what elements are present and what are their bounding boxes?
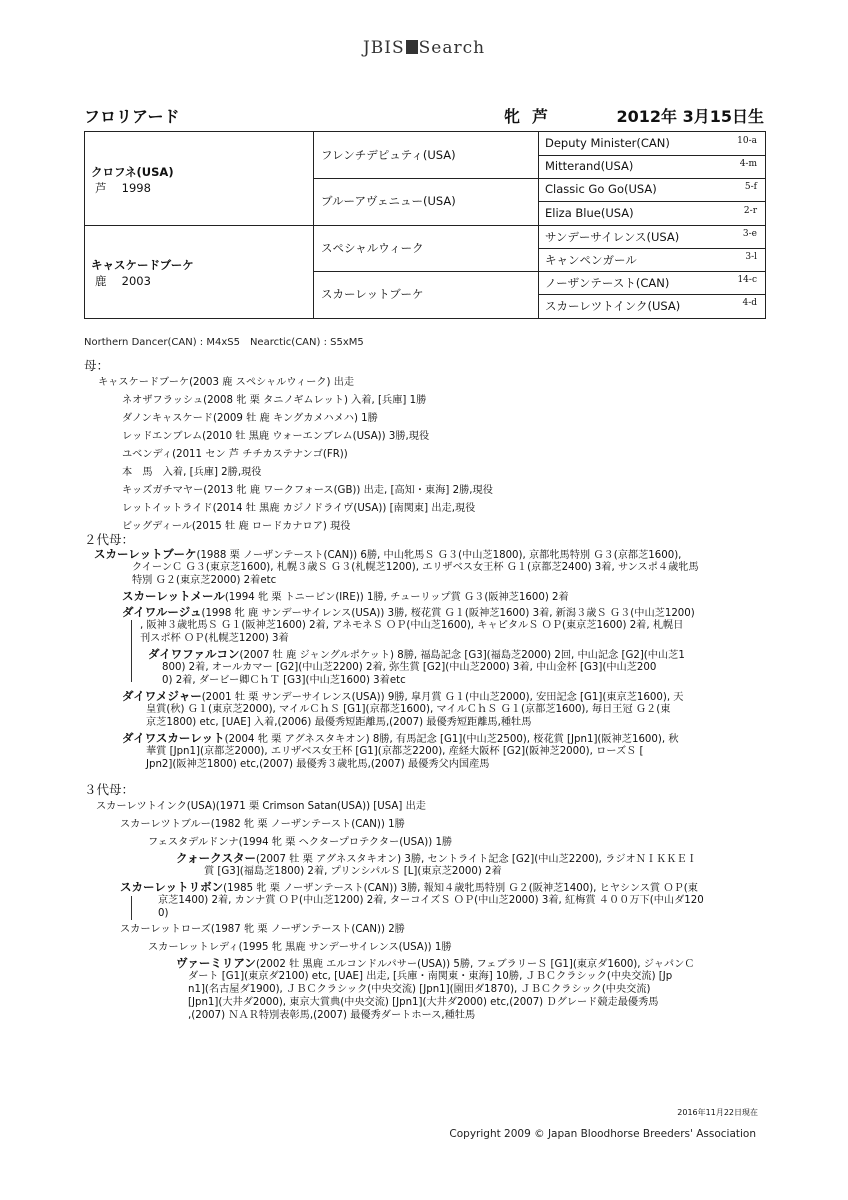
pedigree-g2-1: ブルーアヴェニュー(USA) xyxy=(321,194,456,208)
g3-family-number: 2-r xyxy=(743,206,757,216)
g2-line xyxy=(122,732,679,746)
horse-name-bold: ダイワルージュ xyxy=(122,605,202,619)
horse-name-bold: ヴァーミリアン xyxy=(176,956,256,970)
horse-name-bold: スカーレットブーケ xyxy=(94,547,197,561)
pedigree-g3-row xyxy=(545,182,765,202)
g3-line: スカーレツトブルー(1982 牝 栗 ノーザンテースト(CAN)) 1勝 xyxy=(120,819,405,830)
pedigree-dam xyxy=(91,257,194,289)
g3-name: Deputy Minister(CAN) xyxy=(545,136,670,150)
dam-line: ネオザフラッシュ(2008 牝 栗 タニノギムレット) 入着, [兵庫] 1勝 xyxy=(122,395,427,406)
g3-family-number: 14-c xyxy=(737,275,757,285)
g3-name: サンデーサイレンス(USA) xyxy=(545,230,680,244)
g3-line: スカーレットローズ(1987 牝 栗 ノーザンテースト(CAN)) 2勝 xyxy=(120,924,405,935)
horse-name: フロリアード xyxy=(84,107,180,126)
g2-line: 刊スポ杯 ＯＰ(札幌芝1200) 3着 xyxy=(140,633,289,644)
pedigree-g2-2: スペシャルウィーク xyxy=(321,241,424,255)
pedigree-g2-3: スカーレットブーケ xyxy=(321,287,424,301)
record-text: (2004 牝 栗 アグネスタキオン) 8勝, 有馬記念 [G1](中山芝2500), 桜花賞 [Jpn1](阪神芝1600), 秋 xyxy=(224,734,679,745)
g2-line: 特別 Ｇ２(東京芝2000) 2着etc xyxy=(132,575,277,586)
pedigree-g3-row xyxy=(545,252,765,272)
pedigree-g3-row xyxy=(545,206,765,226)
sire-detail: 芦 1998 xyxy=(95,181,151,195)
pedigree-g3-row xyxy=(545,159,765,179)
dam-line: レットイットライド(2014 牡 黒鹿 カジノドライヴ(USA)) [南関東] 出走,現役 xyxy=(122,503,476,514)
g3-name: スカーレツトインク(USA) xyxy=(545,299,681,313)
g3-line xyxy=(176,957,695,971)
record-text: (2002 牡 黒鹿 エルコンドルパサー(USA)) 5勝, フェブラリーＳ [G1](東京ダ1600), ジャパンＣ xyxy=(255,959,695,970)
dam-line: キッズガチマヤー(2013 牝 鹿 ワークフォース(GB)) 出走, [高知・東海] 2勝,現役 xyxy=(122,485,493,496)
horse-name-bold: ダイワスカーレット xyxy=(122,731,225,745)
g3-line: [Jpn1](大井ダ2000), 東京大賞典(中央交流) [Jpn1](大井ダ2000) etc,(2007) Ｄグレード競走最優秀馬 xyxy=(188,997,659,1008)
g2-line: 京芝1800) etc, [UAE] 入着,(2006) 最優秀短距離馬,(2007) 最優秀短距離馬,種牡馬 xyxy=(146,717,532,728)
g2-line: 華賞 [Jpn1](京都芝2000), エリザベス女王杯 [G1](京都芝2200), 産経大阪杯 [G2](阪神芝2000), ローズＳ [ xyxy=(146,746,644,757)
inbreeding-crosses: Northern Dancer(CAN) : M4xS5 Nearctic(CAN) : S5xM5 xyxy=(84,337,364,348)
g2-line: , 阪神３歳牝馬Ｓ Ｇ１(阪神芝1600) 2着, アネモネＳ ＯＰ(中山芝1600), キャピタルＳ ＯＰ(東京芝1600) 2着, 札幌日 xyxy=(140,620,684,631)
record-text: (1998 牝 鹿 サンデーサイレンス(USA)) 3勝, 桜花賞 Ｇ１(阪神芝1600) 3着, 新潟３歳Ｓ Ｇ３(中山芝1200) xyxy=(201,608,695,619)
pedigree-g3-row xyxy=(545,229,765,249)
g3-line: 0) xyxy=(158,908,169,919)
horse-sex-coat: 牝芦 xyxy=(504,107,561,126)
horse-name-bold: ダイワファルコン xyxy=(148,647,240,661)
horse-name-bold: クォークスター xyxy=(176,851,257,865)
dam-name: キャスケードブーケ xyxy=(91,258,194,272)
logo-left: JBIS xyxy=(362,38,405,58)
g3-name: キャンペンガール xyxy=(545,253,637,267)
section-third-dam: ３代母： xyxy=(84,782,135,797)
g2-line xyxy=(122,590,569,604)
horse-name-bold: ダイワメジャー xyxy=(122,689,202,703)
g2-line xyxy=(94,548,681,562)
record-text: (2007 牡 鹿 ジャングルポケット) 8勝, 福島記念 [G3](福島芝2000) 2回, 中山記念 [G2](中山芝1 xyxy=(239,650,685,661)
dam-line: レッドエンブレム(2010 牡 黒鹿 ウォーエンブレム(USA)) 3勝,現役 xyxy=(122,431,430,442)
g2-line: 皇賞(秋) Ｇ１(東京芝2000), マイルＣｈＳ [G1](京都芝1600), マイルＣｈＳ Ｇ１(京都芝1600), 毎日王冠 Ｇ２(東 xyxy=(146,704,671,715)
g3-name: Classic Go Go(USA) xyxy=(545,182,657,196)
record-text: (1988 栗 ノーザンテースト(CAN)) 6勝, 中山牝馬Ｓ Ｇ３(中山芝1800), 京都牝馬特別 Ｇ３(京都芝1600), xyxy=(196,550,682,561)
g3-name: ノーザンテースト(CAN) xyxy=(545,276,670,290)
record-text: (2007 牡 栗 アグネスタキオン) 3勝, セントライト記念 [G2](中山芝2200), ラジオＮＩＫＫＥＩ xyxy=(256,854,697,865)
as-of-date: 2016年11月22日現在 xyxy=(677,1108,758,1117)
section-second-dam: ２代母： xyxy=(84,532,135,547)
g2-line xyxy=(122,690,684,704)
horse-header xyxy=(84,100,764,128)
sire-name: クロフネ(USA) xyxy=(91,165,174,179)
g3-line: n1](名古屋ダ1900), ＪＢＣクラシック(中央交流) [Jpn1](園田ダ1870), ＪＢＣクラシック(中央交流) xyxy=(188,984,651,995)
horse-name-bold: スカーレットリボン xyxy=(120,880,224,894)
pedigree-g2-0: フレンチデピュティ(USA) xyxy=(321,148,456,162)
pedigree-g3-row xyxy=(545,298,765,318)
dam-line: キャスケードブーケ(2003 鹿 スペシャルウィーク) 出走 xyxy=(98,377,355,388)
g2-line: 0) 2着, ダービー卿ＣｈＴ [G3](中山芝1600) 3着etc xyxy=(162,675,406,686)
g2-line xyxy=(148,648,685,662)
g3-line xyxy=(120,881,698,895)
g3-line: 京芝1400) 2着, カンナ賞 ＯＰ(中山芝1200) 2着, ターコイズＳ ＯＰ(中山芝2000) 3着, 紅梅賞 ４００万下(中山ダ120 xyxy=(158,895,704,906)
g3-family-number: 3-e xyxy=(742,229,757,239)
record-text: (1985 牝 栗 ノーザンテースト(CAN)) 3勝, 報知４歳牝馬特別 Ｇ２(阪神芝1400), ヒヤシンス賞 ＯＰ(東 xyxy=(223,883,698,894)
horse-name-bold: スカーレットメール xyxy=(122,589,225,603)
pedigree-g3-row xyxy=(545,136,765,156)
g3-line xyxy=(176,852,697,866)
pedigree-table xyxy=(84,131,766,319)
g2-line: クイーンＣ Ｇ３(東京芝1600), 札幌３歳Ｓ Ｇ３(札幌芝1200), エリザベス女王杯 Ｇ１(京都芝2400) 3着, サンスポ４歳牝馬 xyxy=(132,562,699,573)
g3-family-number: 3-l xyxy=(745,252,757,262)
dam-detail: 鹿 2003 xyxy=(95,274,151,288)
g2-line: 800) 2着, オールカマー [G2](中山芝2200) 2着, 弥生賞 [G2](中山芝2000) 3着, 中山金杯 [G3](中山芝200 xyxy=(162,662,657,673)
pedigree-sire xyxy=(91,164,174,196)
jbis-search-logo xyxy=(0,38,848,58)
g3-line: スカーレットレディ(1995 牝 黒鹿 サンデーサイレンス(USA)) 1勝 xyxy=(148,942,452,953)
dam-line: ビッグディール(2015 牡 鹿 ロードカナロア) 現役 xyxy=(122,521,351,532)
logo-right: Search xyxy=(418,38,486,58)
copyright-notice: Copyright 2009 © Japan Bloodhorse Breeders' Association xyxy=(449,1128,756,1140)
g3-name: Mitterand(USA) xyxy=(545,159,634,173)
g3-line: ,(2007) ＮＡＲ特別表彰馬,(2007) 最優秀ダートホース,種牡馬 xyxy=(188,1010,476,1021)
logo-mark-icon xyxy=(406,40,418,54)
g3-line: 賞 [G3](福島芝1800) 2着, プリンシパルＳ [L](東京芝2000) 2着 xyxy=(204,866,502,877)
g3-family-number: 4-m xyxy=(739,159,757,169)
g3-name: Eliza Blue(USA) xyxy=(545,206,634,220)
dam-line: ダノンキャスケード(2009 牡 鹿 キングカメハメハ) 1勝 xyxy=(122,413,378,424)
g3-family-number: 5-f xyxy=(744,182,757,192)
dam-line: 本 馬 入着, [兵庫] 2勝,現役 xyxy=(122,467,262,478)
g3-line: スカーレツトインク(USA)(1971 栗 Crimson Satan(USA)) [USA] 出走 xyxy=(96,801,426,812)
g2-line xyxy=(122,606,695,620)
g3-family-number: 10-a xyxy=(737,136,757,146)
g2-line: Jpn2](阪神芝1800) etc,(2007) 最優秀３歳牝馬,(2007) 最優秀父内国産馬 xyxy=(146,759,490,770)
horse-birth-date: 2012年 3月15日生 xyxy=(616,107,764,126)
g3-line: ダート [G1](東京ダ2100) etc, [UAE] 出走, [兵庫・南関東・東海] 10勝, ＪＢＣクラシック(中央交流) [Jp xyxy=(188,971,673,982)
g3-family-number: 4-d xyxy=(742,298,757,308)
section-dam: 母： xyxy=(84,358,110,373)
record-text: (1994 牝 栗 トニービン(IRE)) 1勝, チューリップ賞 Ｇ３(阪神芝1600) 2着 xyxy=(224,592,569,603)
dam-line: ユベンディ(2011 セン 芦 チチカステナンゴ(FR)) xyxy=(122,449,348,460)
pedigree-g3-row xyxy=(545,275,765,295)
g3-line: フェスタデルドンナ(1994 牝 栗 ヘクタープロテクター(USA)) 1勝 xyxy=(148,837,453,848)
record-text: (2001 牡 栗 サンデーサイレンス(USA)) 9勝, 皐月賞 Ｇ１(中山芝2000), 安田記念 [G1](東京芝1600), 天 xyxy=(201,692,684,703)
